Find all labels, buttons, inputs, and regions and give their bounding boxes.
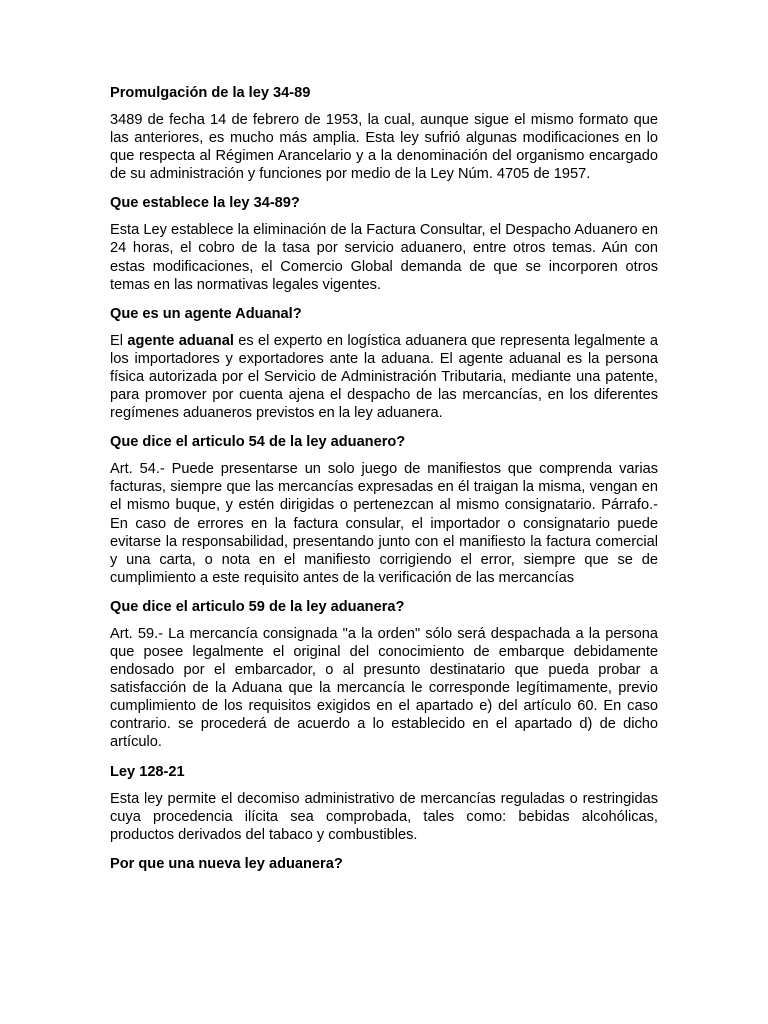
- document-page: [110, 84, 658, 882]
- section-body: Esta Ley establece la eliminación de la Factura Consultar, el Despacho Aduanero en 24 horas, el cobro de la tasa por servicio aduanero, entre otros temas. Aún con estas modificaciones, el Comercio Global demanda de que se incorporen otros temas en las normativas legales vigentes.: [110, 222, 658, 293]
- section-heading: Promulgación de la ley 34-89: [110, 85, 311, 101]
- section-heading: Que dice el articulo 54 de la ley aduanero?: [110, 434, 406, 451]
- section-body: Esta ley permite el decomiso administrativo de mercancías reguladas o restringidas cuya procedencia ilícita sea comprobada, tales como: bebidas alcohólicas, productos derivados del tabaco y combustibles.: [110, 790, 658, 843]
- section-heading: Que es un agente Aduanal?: [110, 305, 302, 322]
- section-heading: Que establece la ley 34-89?: [110, 195, 300, 212]
- section-body: Art. 54.- Puede presentarse un solo juego de manifiestos que comprenda varias facturas, siempre que las mercancías expresadas en él traigan la misma, vengan en el mismo buque, y estén dirigidas o pertenezcan al mismo consignatario. Párrafo.- En caso de errores en la factura consular, el importador o consignatario puede evitarse la responsabilidad, presentando junto con el manifiesto la factura comercial y una carta, o nota en el manifiesto corrigiendo el error, siempre que se de cumplimiento a este requisito antes de la verificación de las mercancías: [110, 461, 658, 586]
- section-body: [110, 332, 658, 422]
- section-body: Art. 59.- La mercancía consignada "a la orden" sólo será despachada a la persona que posee legalmente el original del conocimiento de embarque debidamente endosado por el embarcador, o al presunto destinatario que pueda probar a satisfacción de la Aduana que la mercancía le corresponde legítimamente, previo cumplimiento de los requisitos exigidos en el apartado e) del artículo 60. En caso contrario. se procederá de acuerdo a lo establecido en el apartado d) de dicho artículo.: [110, 625, 658, 751]
- body-rest: es el experto en logística aduanera que representa legalmente a los importadores y exportadores ante la aduana. El agente aduanal es la persona física autorizada por el Servicio de Administración Tributaria, mediante una patente, para promover por cuenta ajena el despacho de las mercancías, en los diferentes regímenes aduaneros previstos en la ley aduanera.: [110, 332, 658, 422]
- section-heading: Ley 128-21: [110, 763, 185, 780]
- bold-term: agente aduanal: [127, 332, 234, 349]
- section-body: 3489 de fecha 14 de febrero de 1953, la cual, aunque sigue el mismo formato que las anteriores, es mucho más amplia. Esta ley sufrió algunas modificaciones en lo que respecta al Régimen Arancelario y a la denominación del organismo encargado de su administración y funciones por medio de la Ley Núm. 4705 de 1957.: [110, 112, 658, 183]
- section-heading: Por que una nueva ley aduanera?: [110, 855, 343, 872]
- section-heading: Que dice el articulo 59 de la ley aduanera?: [110, 598, 405, 615]
- body-prefix: El: [110, 332, 128, 349]
